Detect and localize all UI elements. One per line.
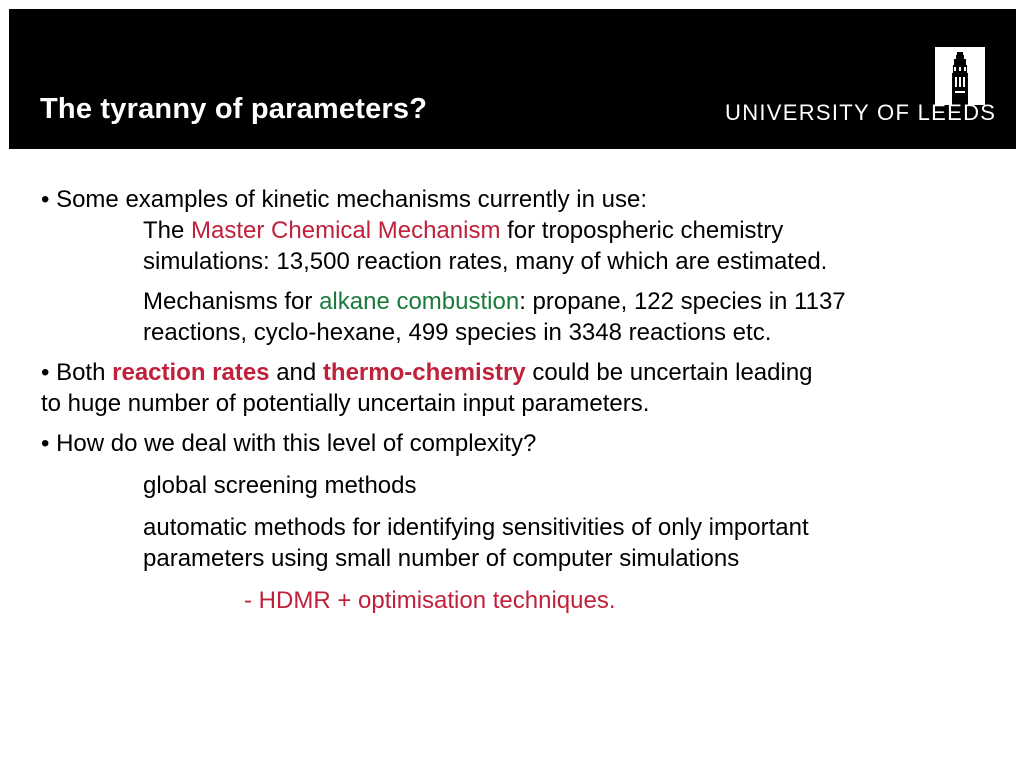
bullet-2-line-2: to huge number of potentially uncertain input parameters. <box>41 390 650 417</box>
bullet-marker: • <box>41 359 50 386</box>
bullet-1-sub-2 <box>143 286 991 348</box>
bullet-1-sub-1 <box>143 215 991 277</box>
university-logo-text: UNIVERSITY OF LEEDS <box>725 100 997 125</box>
sub-1-line-1: The Master Chemical Mechanism for tropospheric chemistry <box>143 217 784 244</box>
bullet-3-text: How do we deal with this level of complexity? <box>56 430 537 457</box>
slide-body <box>41 184 991 616</box>
master-chemical-mechanism-text: Master Chemical Mechanism <box>191 217 501 244</box>
bullet-1 <box>41 184 991 215</box>
bullet-1-text: Some examples of kinetic mechanisms currently in use: <box>56 186 647 213</box>
reaction-rates-text: reaction rates <box>112 359 270 386</box>
bullet-3-sub-1: global screening methods <box>143 472 417 499</box>
sub-2-line-2: parameters using small number of computer simulations <box>143 545 740 572</box>
bullet-3-sub-3: - HDMR + optimisation techniques. <box>244 587 616 614</box>
sub-2-line-1: automatic methods for identifying sensitivities of only important <box>143 514 809 541</box>
header-bar <box>9 9 1016 149</box>
bullet-3-sub-2 <box>143 512 991 574</box>
bullet-marker: • <box>41 186 50 213</box>
thermo-chemistry-text: thermo-chemistry <box>322 359 526 386</box>
bullet-2 <box>41 357 991 419</box>
university-tower-logo-icon <box>935 47 985 105</box>
alkane-combustion-text: alkane combustion <box>319 288 520 315</box>
sub-1-line-2: simulations: 13,500 reaction rates, many of which are estimated. <box>143 248 828 275</box>
sub-2-line-1: Mechanisms for alkane combustion: propane, 122 species in 1137 <box>143 288 846 315</box>
sub-2-line-2: reactions, cyclo-hexane, 499 species in 3348 reactions etc. <box>143 319 772 346</box>
slide-title: The tyranny of parameters? <box>40 93 428 125</box>
bullet-marker: • <box>41 430 50 457</box>
bullet-2-line-1: • Both reaction rates and thermo-chemistry could be uncertain leading <box>41 359 813 386</box>
bullet-3 <box>41 428 991 459</box>
